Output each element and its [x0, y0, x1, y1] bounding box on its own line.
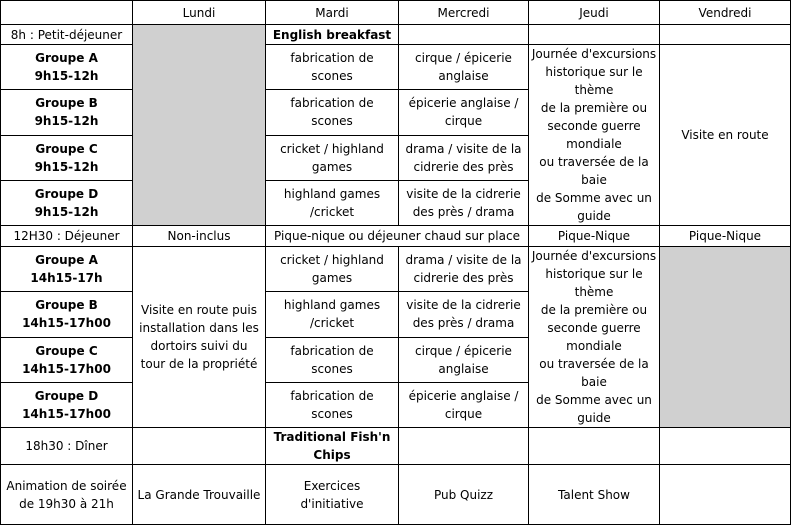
evening-mardi: [266, 465, 399, 525]
excursion-line: de la première ou: [540, 303, 648, 317]
group-name: Groupe B: [35, 298, 98, 313]
activity-line: cricket / highland: [280, 141, 384, 156]
activity-line: des près / drama: [412, 316, 515, 331]
evening-vendredi: [660, 465, 791, 525]
dinner-mercredi: [399, 428, 529, 465]
afternoon-group-d-mardi: fabrication de scones: [266, 382, 399, 427]
afternoon-group-c-label: [1, 337, 133, 382]
evening-line: Exercices: [303, 478, 361, 493]
activity-line: épicerie anglaise /: [408, 96, 519, 111]
activity-line: highland games: [283, 298, 381, 313]
activity-line: cirque / épicerie: [415, 343, 512, 358]
dinner-lundi: [133, 428, 266, 465]
day-header-vendredi: Vendredi: [660, 1, 791, 25]
activity-line: anglaise: [438, 69, 489, 84]
breakfast-mardi: English breakfast: [266, 25, 399, 45]
group-name: Groupe D: [34, 388, 99, 403]
excursion-line: historique sur le thème: [545, 65, 643, 97]
group-name: Groupe C: [35, 343, 98, 358]
dinner-label: 18h30 : Dîner: [1, 428, 133, 465]
morning-group-c-label: [1, 135, 133, 180]
excursion-line: de Somme avec un guide: [536, 393, 652, 425]
afternoon-group-a-label: [1, 247, 133, 292]
group-name: Groupe B: [35, 96, 98, 111]
breakfast-jeudi: [529, 25, 660, 45]
dinner-jeudi: [529, 428, 660, 465]
excursion-line: historique sur le thème: [545, 267, 643, 299]
activity-line: drama / visite de la: [405, 253, 522, 268]
breakfast-mercredi: [399, 25, 529, 45]
lunch-label: 12H30 : Déjeuner: [1, 226, 133, 247]
activity-line: games: [311, 159, 353, 174]
evening-row: [1, 465, 791, 525]
afternoon-group-a-row: [1, 247, 791, 292]
evening-label: [1, 465, 133, 525]
lunch-mardi-mercredi: Pique-nique ou déjeuner chaud sur place: [266, 226, 529, 247]
afternoon-group-b-label: [1, 292, 133, 337]
lundi-morning-empty: [133, 25, 266, 226]
activity-line: cidrerie des près: [413, 159, 514, 174]
evening-label-line: de 19h30 à 21h: [19, 496, 114, 511]
morning-group-d-mardi: [266, 180, 399, 225]
afternoon-group-b-mardi: [266, 292, 399, 337]
activity-line: cricket / highland: [280, 253, 384, 268]
afternoon-group-d-label: [1, 382, 133, 427]
group-time: 14h15-17h00: [22, 406, 111, 421]
afternoon-group-d-mercredi: [399, 382, 529, 427]
dinner-mardi: Traditional Fish'n Chips: [266, 428, 399, 465]
day-header-mardi: Mardi: [266, 1, 399, 25]
excursion-line: de Somme avec un guide: [536, 191, 652, 223]
excursion-line: de la première ou: [540, 101, 648, 115]
visit-line: installation dans les: [139, 321, 259, 335]
group-time: 14h15-17h: [30, 271, 103, 286]
activity-line: anglaise: [438, 361, 489, 376]
corner-cell: [1, 1, 133, 25]
activity-line: épicerie anglaise /: [408, 388, 519, 403]
excursion-line: seconde guerre mondiale: [547, 119, 641, 151]
evening-label-line: Animation de soirée: [6, 478, 127, 493]
group-name: Groupe A: [35, 51, 98, 66]
morning-group-a-mercredi: [399, 45, 529, 90]
morning-group-c-mardi: [266, 135, 399, 180]
afternoon-group-a-mercredi: [399, 247, 529, 292]
group-time: 14h15-17h00: [22, 361, 111, 376]
activity-line: cirque: [444, 406, 483, 421]
morning-jeudi-excursion: [529, 45, 660, 226]
afternoon-vendredi-empty: [660, 247, 791, 428]
lunch-jeudi: Pique-Nique: [529, 226, 660, 247]
activity-line: /cricket: [309, 204, 355, 219]
activity-line: cidrerie des près: [413, 271, 514, 286]
morning-group-d-mercredi: [399, 180, 529, 225]
excursion-line: ou traversée de la baie: [539, 155, 649, 187]
dinner-row: [1, 428, 791, 465]
group-name: Groupe D: [34, 186, 99, 201]
excursion-line: Journée d'excursions: [531, 47, 657, 61]
dinner-vendredi: [660, 428, 791, 465]
evening-jeudi: Talent Show: [529, 465, 660, 525]
morning-group-d-label: [1, 180, 133, 225]
afternoon-group-a-mardi: [266, 247, 399, 292]
visit-line: dortoirs suivi du: [150, 339, 248, 353]
evening-mercredi: Pub Quizz: [399, 465, 529, 525]
activity-line: drama / visite de la: [405, 141, 522, 156]
morning-group-a-row: [1, 45, 791, 90]
group-name: Groupe A: [35, 253, 98, 268]
breakfast-label: 8h : Petit-déjeuner: [1, 25, 133, 45]
group-time: 9h15-12h: [34, 114, 99, 129]
day-header-jeudi: Jeudi: [529, 1, 660, 25]
afternoon-lundi-visit: [133, 247, 266, 428]
lunch-vendredi: Pique-Nique: [660, 226, 791, 247]
lunch-row: [1, 226, 791, 247]
morning-group-b-mardi: fabrication de scones: [266, 90, 399, 135]
activity-line: cirque: [444, 114, 483, 129]
group-time: 9h15-12h: [34, 159, 99, 174]
group-time: 9h15-12h: [34, 204, 99, 219]
activity-line: cirque / épicerie: [415, 51, 512, 66]
morning-group-a-label: [1, 45, 133, 90]
morning-group-c-mercredi: [399, 135, 529, 180]
evening-lundi: La Grande Trouvaille: [133, 465, 266, 525]
group-time: 14h15-17h00: [22, 316, 111, 331]
activity-line: visite de la cidrerie: [406, 298, 521, 313]
day-header-lundi: Lundi: [133, 1, 266, 25]
group-time: 9h15-12h: [34, 69, 99, 84]
morning-group-b-label: [1, 90, 133, 135]
activity-line: highland games: [283, 186, 381, 201]
activity-line: visite de la cidrerie: [406, 186, 521, 201]
afternoon-group-b-mercredi: [399, 292, 529, 337]
header-row: [1, 1, 791, 25]
excursion-line: ou traversée de la baie: [539, 357, 649, 389]
day-header-mercredi: Mercredi: [399, 1, 529, 25]
visit-line: Visite en route puis: [141, 303, 257, 317]
morning-group-b-mercredi: [399, 90, 529, 135]
excursion-line: Journée d'excursions: [531, 249, 657, 263]
activity-line: games: [311, 271, 353, 286]
lunch-lundi: Non-inclus: [133, 226, 266, 247]
afternoon-jeudi-excursion: [529, 247, 660, 428]
activity-line: des près / drama: [412, 204, 515, 219]
group-name: Groupe C: [35, 141, 98, 156]
afternoon-group-c-mardi: fabrication de scones: [266, 337, 399, 382]
morning-group-a-mardi: fabrication de scones: [266, 45, 399, 90]
afternoon-group-c-mercredi: [399, 337, 529, 382]
breakfast-vendredi: [660, 25, 791, 45]
excursion-line: seconde guerre mondiale: [547, 321, 641, 353]
evening-line: d'initiative: [300, 496, 364, 511]
morning-vendredi-visit: Visite en route: [660, 45, 791, 226]
activity-line: /cricket: [309, 316, 355, 331]
breakfast-row: [1, 25, 791, 45]
visit-line: tour de la propriété: [140, 357, 258, 371]
